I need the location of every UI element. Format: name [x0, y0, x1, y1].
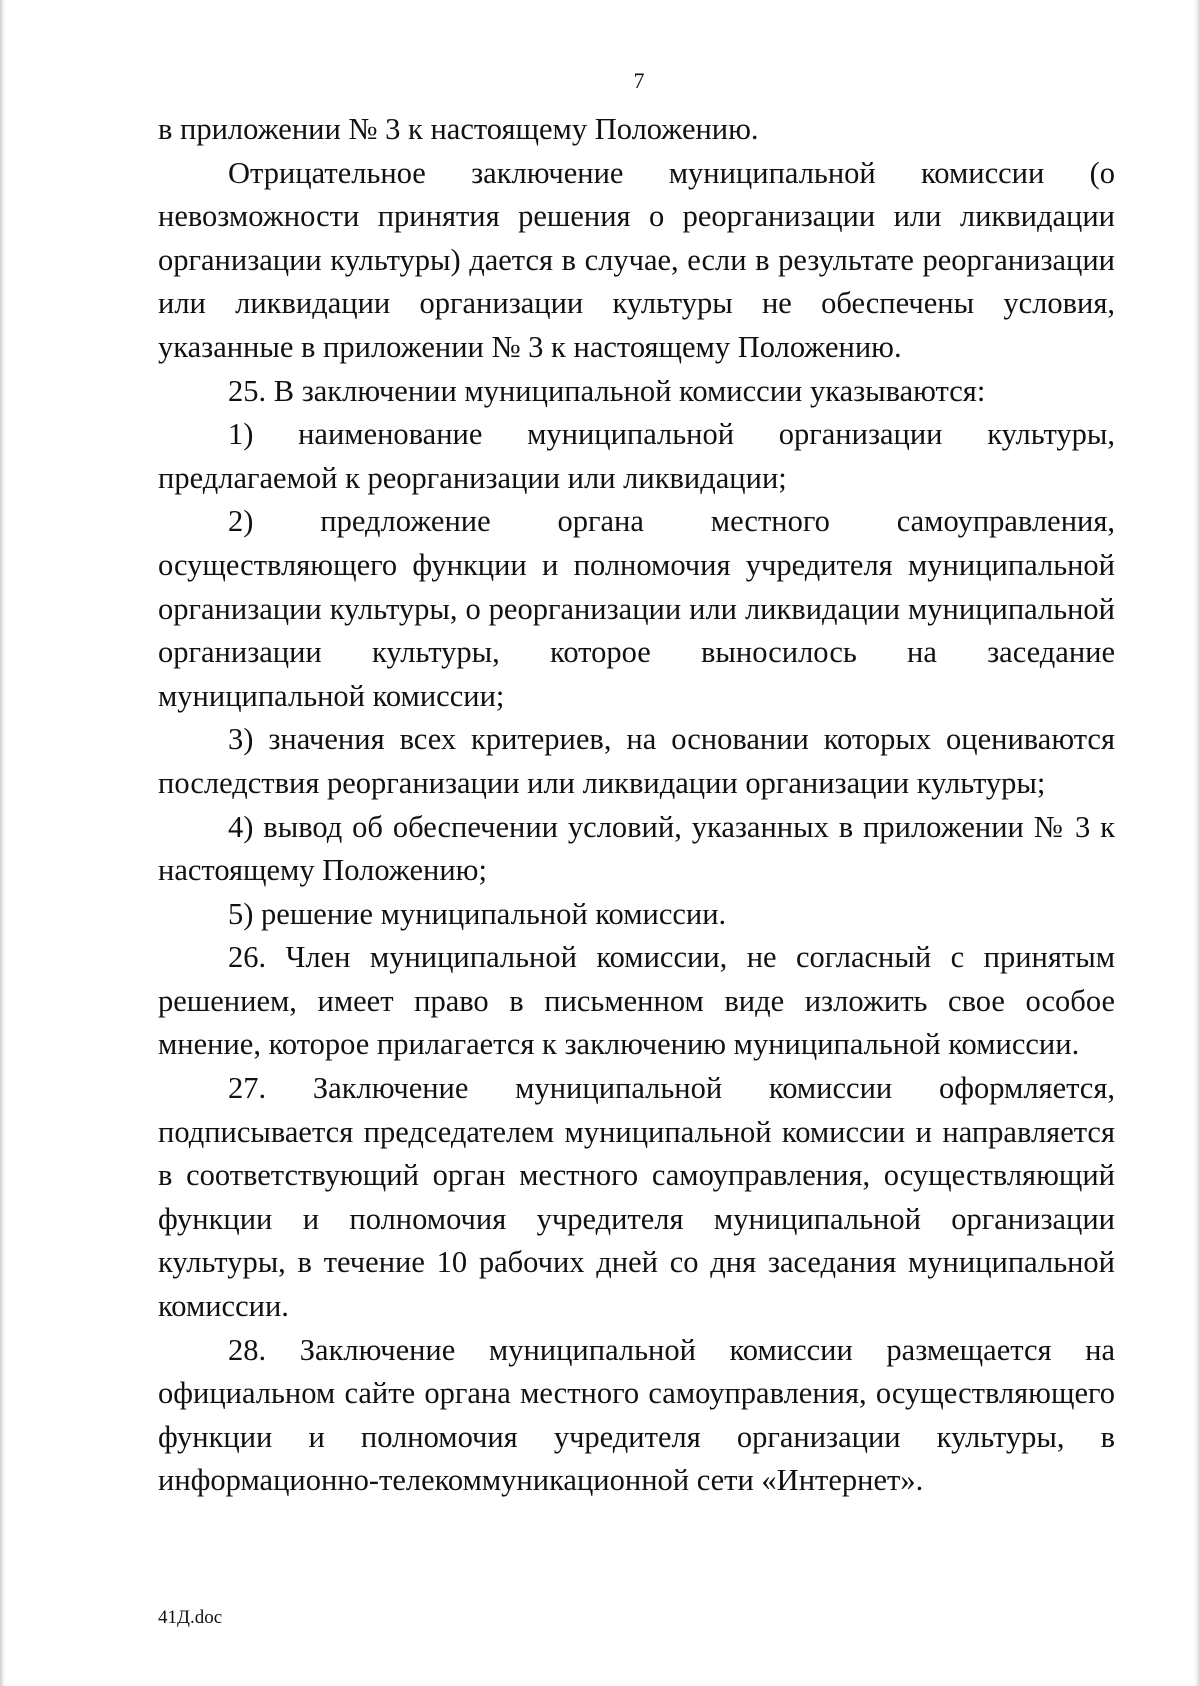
list-item-3: 3) значения всех критериев, на основании которых оцениваются последствия реорганизации или ликвидации организации культуры;: [158, 722, 1115, 800]
paragraph-item-27: 27. Заключение муниципальной комиссии оформляется, подписывается председателем муниципальной комиссии и направляется в соответствующий орган местного самоуправления, осуществляющий функции и полномочия учредителя муниципальной организации культуры, в течение 10 рабочих дней со дня заседания муниципальной комиссии.: [158, 1071, 1115, 1324]
paragraph-continuation: в приложении № 3 к настоящему Положению.: [158, 112, 759, 146]
document-body: [158, 108, 1115, 1503]
list-item-4: 4) вывод об обеспечении условий, указанных в приложении № 3 к настоящему Положению;: [158, 809, 1115, 888]
paragraph-negative-conclusion: Отрицательное заключение муниципальной комиссии (о невозможности принятия решения о реорганизации или ликвидации организации культуры) дается в случае, если в результате реорганизации или ликвидации организации культуры не обеспечены условия, указанные в приложении № 3 к настоящему Положению.: [158, 155, 1115, 364]
scan-edge-left: [0, 0, 6, 1686]
list-item-5: 5) решение муниципальной комиссии.: [228, 896, 727, 931]
footer-filename: 41Д.doc: [158, 1607, 223, 1628]
scan-edge-right: [1194, 0, 1200, 1686]
page-number: 7: [633, 68, 645, 93]
list-item-1: 1) наименование муниципальной организации культуры, предлагаемой к реорганизации или ликвидации;: [158, 417, 1115, 495]
paragraph-item-28: 28. Заключение муниципальной комиссии размещается на официальном сайте органа местного самоуправления, осуществляющего функции и полномочия учредителя организации культуры, в информационно-телекоммуникационной сети «Интернет».: [158, 1332, 1115, 1498]
paragraph-item-25: 25. В заключении муниципальной комиссии указываются:: [228, 373, 986, 408]
paragraph-item-26: 26. Член муниципальной комиссии, не согласный с принятым решением, имеет право в письменном виде изложить свое особое мнение, которое прилагается к заключению муниципальной комиссии.: [158, 940, 1115, 1062]
list-item-2: 2) предложение органа местного самоуправления, осуществляющего функции и полномочия учредителя муниципальной организации культуры, о реорганизации или ликвидации муниципальной организации культуры, которое выносилось на заседание муниципальной комиссии;: [158, 504, 1115, 713]
